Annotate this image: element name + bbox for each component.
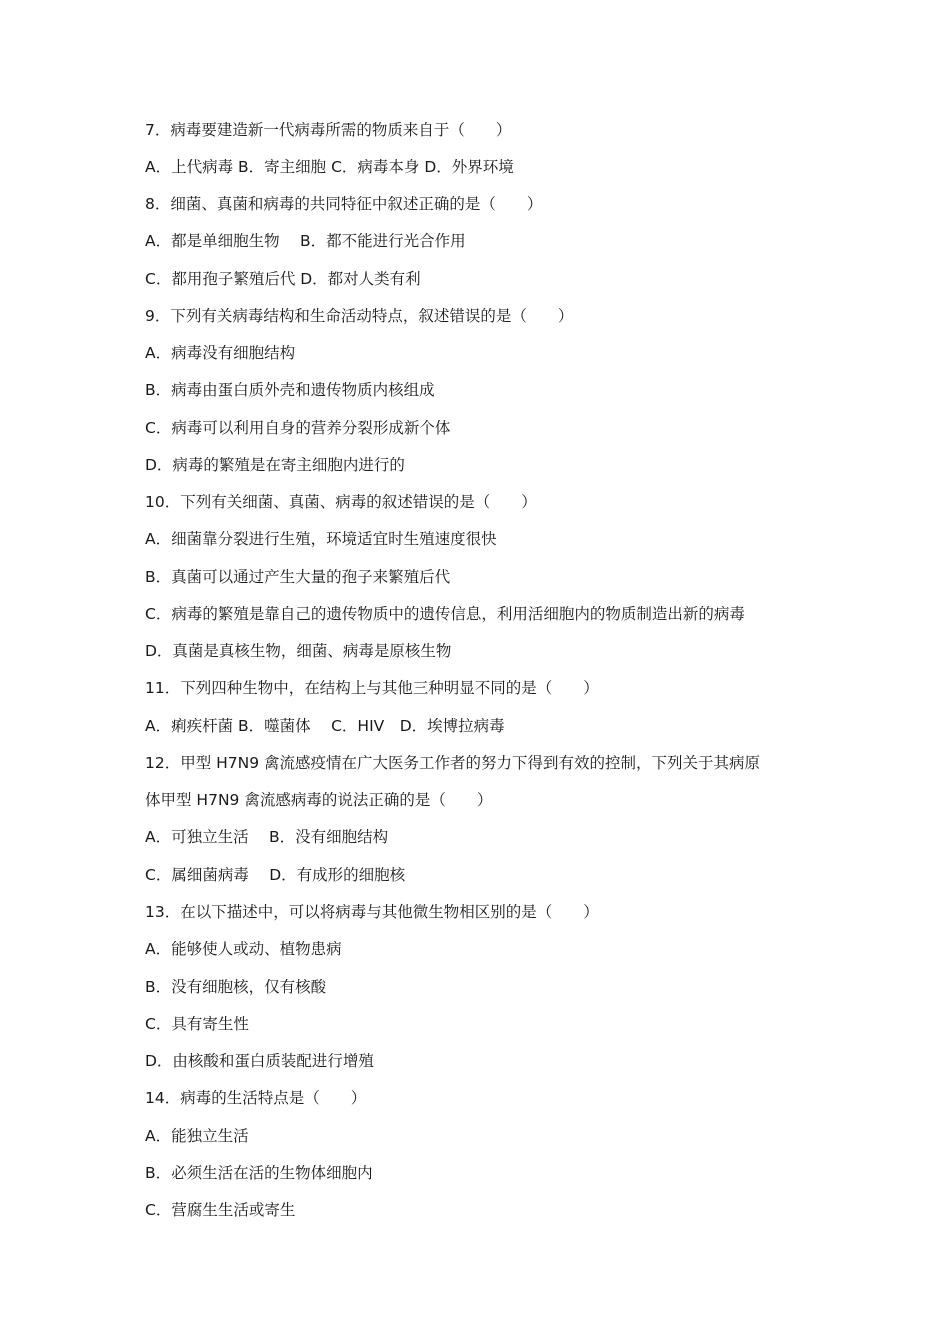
question-10-option-b: B．真菌可以通过产生大量的孢子来繁殖后代	[145, 568, 451, 586]
question-12-continued: 体甲型 H7N9 禽流感病毒的说法正确的是（ ）	[145, 791, 493, 809]
question-13-option-d: D．由核酸和蛋白质装配进行增殖	[145, 1052, 374, 1070]
question-14-option-a: A．能独立生活	[145, 1127, 249, 1145]
question-11-options: A．痢疾杆菌 B．噬菌体 C．HIV D．埃博拉病毒	[145, 717, 505, 735]
question-8-options-cd: C．都用孢子繁殖后代 D．都对人类有利	[145, 270, 421, 288]
question-7: 7．病毒要建造新一代病毒所需的物质来自于（ ）	[145, 121, 512, 139]
question-12: 12．甲型 H7N9 禽流感疫情在广大医务工作者的努力下得到有效的控制，下列关于其病原	[145, 754, 761, 772]
question-9-option-a: A．病毒没有细胞结构	[145, 344, 296, 362]
question-10-option-c: C．病毒的繁殖是靠自己的遗传物质中的遗传信息，利用活细胞内的物质制造出新的病毒	[145, 605, 745, 623]
question-9-option-c: C．病毒可以利用自身的营养分裂形成新个体	[145, 419, 451, 437]
question-14-option-b: B．必须生活在活的生物体细胞内	[145, 1164, 373, 1182]
question-8: 8．细菌、真菌和病毒的共同特征中叙述正确的是（ ）	[145, 195, 543, 213]
question-14-option-c: C．营腐生生活或寄生	[145, 1201, 296, 1219]
question-7-options: A．上代病毒 B．寄主细胞 C．病毒本身 D．外界环境	[145, 158, 514, 176]
question-13-option-a: A．能够使人或动、植物患病	[145, 940, 342, 958]
question-10: 10．下列有关细菌、真菌、病毒的叙述错误的是（ ）	[145, 493, 537, 511]
question-13-option-b: B．没有细胞核，仅有核酸	[145, 978, 327, 996]
question-14: 14．病毒的生活特点是（ ）	[145, 1089, 367, 1107]
question-10-option-d: D．真菌是真核生物，细菌、病毒是原核生物	[145, 642, 452, 660]
question-13-option-c: C．具有寄生性	[145, 1015, 249, 1033]
question-9-option-d: D．病毒的繁殖是在寄主细胞内进行的	[145, 456, 405, 474]
question-9-option-b: B．病毒由蛋白质外壳和遗传物质内核组成	[145, 381, 435, 399]
question-9: 9．下列有关病毒结构和生命活动特点，叙述错误的是（ ）	[145, 307, 574, 325]
question-11: 11．下列四种生物中，在结构上与其他三种明显不同的是（ ）	[145, 679, 599, 697]
question-10-option-a: A．细菌靠分裂进行生殖，环境适宜时生殖速度很快	[145, 530, 497, 548]
question-12-options-cd: C．属细菌病毒 D．有成形的细胞核	[145, 866, 406, 884]
question-8-options-ab: A．都是单细胞生物 B．都不能进行光合作用	[145, 232, 466, 250]
question-12-options-ab: A．可独立生活 B．没有细胞结构	[145, 828, 389, 846]
question-13: 13．在以下描述中，可以将病毒与其他微生物相区别的是（ ）	[145, 903, 599, 921]
